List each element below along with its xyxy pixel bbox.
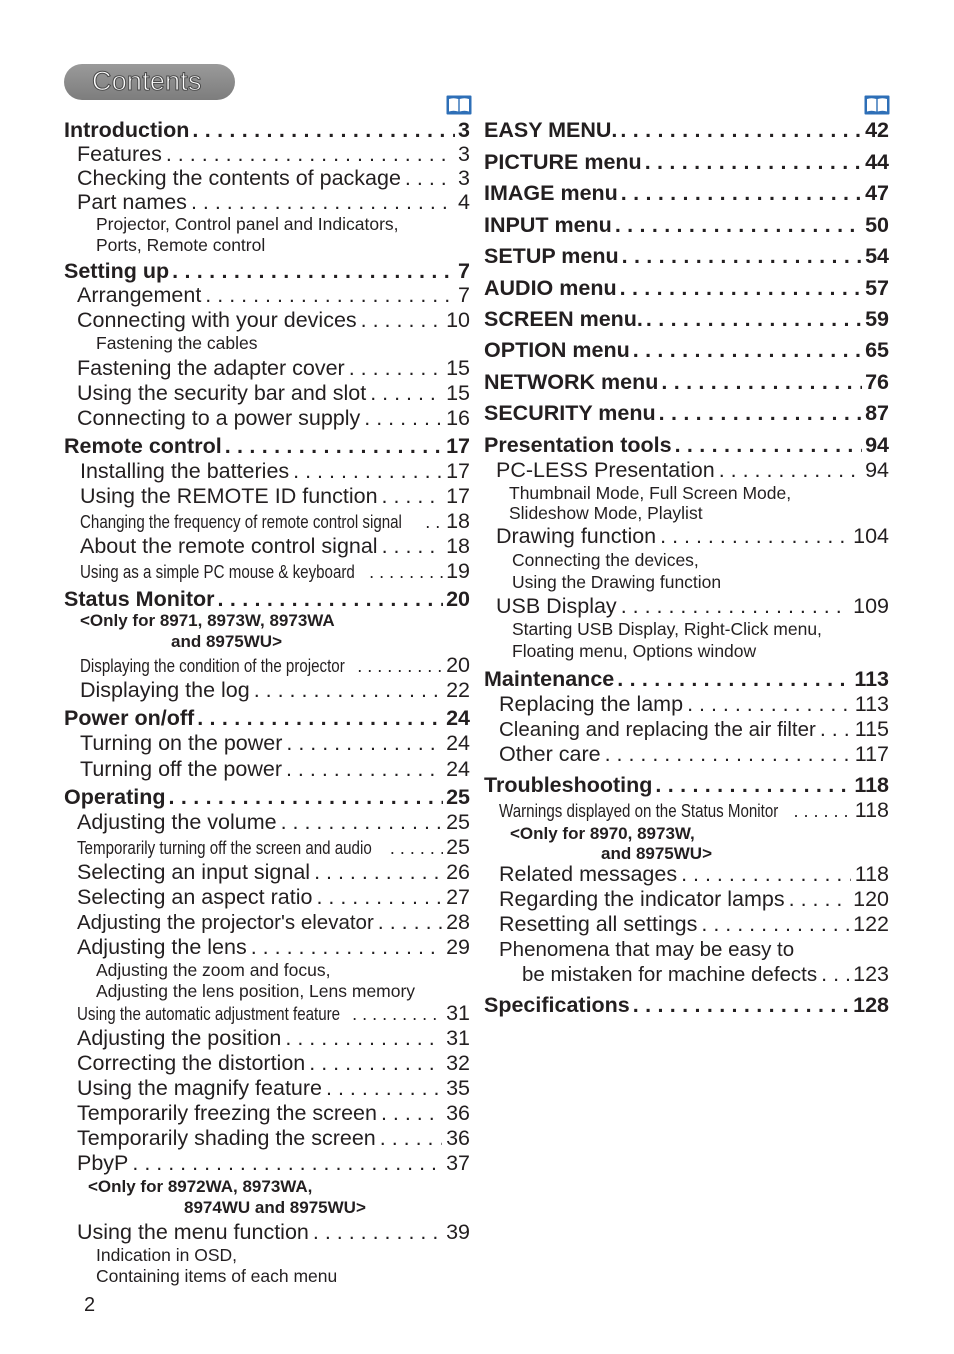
leader-dots bbox=[620, 117, 862, 143]
toc-entry[interactable] bbox=[80, 757, 470, 782]
leader-dots bbox=[197, 705, 443, 731]
toc-page-number: 15 bbox=[446, 381, 470, 405]
toc-entry[interactable] bbox=[77, 1126, 470, 1151]
leader-dots bbox=[352, 1003, 443, 1025]
toc-page-number: 94 bbox=[865, 433, 889, 457]
toc-subtopics: Floating menu, Options window bbox=[512, 641, 757, 661]
toc-entry-title: Selecting an aspect ratio bbox=[77, 885, 313, 909]
leader-dots bbox=[309, 1051, 442, 1076]
toc-page-number: 10 bbox=[446, 308, 470, 332]
toc-entry[interactable] bbox=[499, 912, 889, 937]
model-availability-note: <Only for 8971, 8973W, 8973WA bbox=[80, 611, 335, 630]
toc-entry-title: Turning on the power bbox=[80, 731, 283, 755]
toc-entry-title: Cleaning and replacing the air filter bbox=[499, 718, 816, 741]
toc-page-number: 59 bbox=[865, 307, 889, 331]
toc-page-number: 15 bbox=[446, 356, 470, 380]
toc-entry[interactable] bbox=[77, 1026, 470, 1051]
toc-entry-title: PC-LESS Presentation bbox=[496, 458, 715, 482]
toc-subtopics: Adjusting the zoom and focus, bbox=[96, 960, 331, 980]
toc-entry-title: Resetting all settings bbox=[499, 912, 698, 936]
toc-entry[interactable] bbox=[77, 810, 470, 835]
leader-dots bbox=[645, 149, 862, 175]
toc-entry[interactable] bbox=[80, 510, 470, 532]
toc-section[interactable] bbox=[484, 337, 889, 363]
page-number: 2 bbox=[84, 1294, 96, 1316]
toc-entry[interactable] bbox=[80, 731, 470, 756]
toc-section[interactable] bbox=[64, 586, 470, 612]
leader-dots bbox=[821, 962, 849, 987]
leader-dots bbox=[719, 458, 861, 483]
toc-section-title: Setting up bbox=[64, 259, 170, 283]
toc-page-number: 37 bbox=[446, 1151, 470, 1175]
toc-entry-title: Installing the batteries bbox=[80, 459, 290, 483]
leader-dots bbox=[132, 1151, 442, 1176]
toc-subtopics: Fastening the cables bbox=[96, 333, 258, 353]
toc-entry-title: Adjusting the projector's elevator bbox=[77, 911, 374, 934]
toc-entry[interactable] bbox=[77, 935, 470, 960]
leader-dots bbox=[313, 1220, 442, 1245]
toc-page-number: 109 bbox=[853, 594, 889, 618]
toc-section[interactable] bbox=[64, 117, 470, 143]
toc-entry[interactable] bbox=[499, 799, 889, 821]
toc-entry[interactable] bbox=[77, 356, 470, 381]
leader-dots bbox=[218, 586, 444, 612]
leader-dots bbox=[225, 433, 443, 459]
toc-section-title: EASY MENU. bbox=[484, 118, 618, 142]
leader-dots bbox=[285, 1026, 442, 1051]
toc-page-number: 36 bbox=[446, 1126, 470, 1150]
leader-dots bbox=[655, 772, 851, 798]
toc-page-number: 18 bbox=[446, 534, 470, 558]
toc-page-number: 32 bbox=[446, 1051, 470, 1075]
toc-section-title: NETWORK menu bbox=[484, 370, 659, 394]
leader-dots bbox=[293, 459, 442, 484]
toc-section-title: SETUP menu bbox=[484, 244, 619, 268]
toc-entry[interactable] bbox=[77, 308, 470, 333]
toc-subtopics: Adjusting the lens position, Lens memory bbox=[96, 981, 416, 1001]
toc-entry-title: Connecting with your devices bbox=[77, 308, 357, 332]
leader-dots bbox=[286, 757, 442, 782]
toc-entry[interactable] bbox=[80, 654, 470, 676]
toc-section[interactable] bbox=[484, 180, 889, 206]
leader-dots bbox=[794, 800, 852, 822]
toc-page-number: 24 bbox=[446, 706, 470, 730]
toc-entry-title: Using the menu function bbox=[77, 1220, 309, 1244]
toc-entry-title: Temporarily turning off the screen and audio bbox=[77, 838, 372, 858]
toc-entry[interactable] bbox=[499, 887, 889, 912]
toc-section-title: OPTION menu bbox=[484, 338, 630, 362]
model-availability-note: and 8975WU> bbox=[171, 632, 283, 651]
toc-section[interactable] bbox=[64, 433, 470, 459]
toc-section-title: Troubleshooting bbox=[484, 773, 653, 797]
toc-page-number: 44 bbox=[865, 150, 889, 174]
toc-section-title: Introduction bbox=[64, 118, 190, 142]
toc-entry[interactable] bbox=[77, 1002, 470, 1024]
toc-section-title: Presentation tools bbox=[484, 433, 672, 457]
leader-dots bbox=[378, 910, 442, 935]
leader-dots bbox=[381, 1101, 442, 1126]
toc-subtopics: Containing items of each menu bbox=[96, 1266, 338, 1286]
leader-dots bbox=[314, 860, 442, 885]
toc-page-number: 27 bbox=[446, 885, 470, 909]
toc-section-title: Remote control bbox=[64, 434, 222, 458]
toc-entry-title: Using as a simple PC mouse & keyboard bbox=[80, 562, 355, 582]
leader-dots bbox=[254, 678, 442, 703]
toc-section-title: Status Monitor bbox=[64, 587, 215, 611]
leader-dots bbox=[380, 1126, 442, 1151]
toc-entry-title: PbyP bbox=[77, 1151, 129, 1175]
leader-dots bbox=[660, 524, 849, 549]
leader-dots bbox=[605, 742, 851, 767]
toc-section-title: IMAGE menu bbox=[484, 181, 618, 205]
toc-subtopics: Indication in OSD, bbox=[96, 1245, 238, 1265]
toc-page-number: 50 bbox=[865, 213, 889, 237]
leader-dots bbox=[361, 308, 442, 333]
toc-page-number: 31 bbox=[446, 1026, 470, 1050]
leader-dots bbox=[191, 190, 454, 215]
leader-dots bbox=[681, 862, 851, 887]
toc-entry[interactable] bbox=[77, 190, 470, 215]
toc-entry-title: Features bbox=[77, 142, 162, 166]
toc-section[interactable] bbox=[484, 117, 889, 143]
leader-dots bbox=[701, 912, 849, 937]
toc-entry-title: About the remote control signal bbox=[80, 534, 378, 558]
leader-dots bbox=[405, 166, 454, 191]
leader-dots bbox=[326, 1076, 442, 1101]
leader-dots bbox=[633, 992, 850, 1018]
leader-dots bbox=[615, 212, 862, 238]
toc-page-number: 29 bbox=[446, 935, 470, 959]
toc-entry[interactable] bbox=[77, 406, 470, 431]
leader-dots bbox=[620, 275, 862, 301]
toc-page-number: 115 bbox=[854, 717, 889, 741]
model-availability-note: 8974WU and 8975WU> bbox=[184, 1198, 366, 1217]
toc-page-number: 122 bbox=[853, 912, 889, 936]
toc-entry[interactable] bbox=[77, 1076, 470, 1101]
toc-entry-title: Temporarily freezing the screen bbox=[77, 1101, 377, 1125]
toc-entry-title: Adjusting the lens bbox=[77, 935, 247, 959]
toc-entry[interactable] bbox=[77, 1151, 470, 1176]
toc-page-number: 7 bbox=[458, 283, 470, 307]
toc-section[interactable] bbox=[484, 306, 889, 332]
toc-entry-title: Selecting an input signal bbox=[77, 860, 311, 884]
toc-entry[interactable] bbox=[77, 166, 470, 191]
toc-section[interactable] bbox=[484, 992, 889, 1018]
toc-entry-title: Warnings displayed on the Status Monitor bbox=[499, 801, 779, 821]
book-reference-icon bbox=[446, 95, 472, 115]
toc-page-number: 17 bbox=[446, 484, 470, 508]
toc-page-number: 94 bbox=[865, 458, 889, 482]
toc-section-title: SCREEN menu. bbox=[484, 307, 643, 331]
leader-dots bbox=[369, 561, 443, 583]
toc-entry-title: Correcting the distortion bbox=[77, 1051, 306, 1075]
toc-page-number: 16 bbox=[446, 406, 470, 430]
toc-page-number: 31 bbox=[446, 1001, 470, 1025]
toc-entry-title: Regarding the indicator lamps bbox=[499, 887, 785, 911]
toc-page-number: 25 bbox=[446, 835, 470, 859]
leader-dots bbox=[166, 142, 454, 167]
toc-entry-title: Replacing the lamp bbox=[499, 692, 684, 716]
toc-entry[interactable] bbox=[496, 524, 889, 549]
leader-dots bbox=[687, 692, 851, 717]
toc-entry-title: Adjusting the volume bbox=[77, 810, 277, 834]
toc-page-number: 35 bbox=[446, 1076, 470, 1100]
leader-dots bbox=[621, 594, 849, 619]
toc-section-title: AUDIO menu bbox=[484, 276, 617, 300]
leader-dots bbox=[382, 534, 442, 559]
toc-entry-title: Using the magnify feature bbox=[77, 1076, 322, 1100]
toc-section[interactable] bbox=[64, 784, 470, 810]
toc-entry-title: Adjusting the position bbox=[77, 1026, 282, 1050]
leader-dots bbox=[205, 283, 454, 308]
book-reference-icon bbox=[864, 95, 890, 115]
toc-subtopics: Ports, Remote control bbox=[96, 235, 266, 255]
toc-entry-title: Related messages bbox=[499, 862, 678, 886]
toc-page-number: 42 bbox=[865, 118, 889, 142]
toc-entry-title: Phenomena that may be easy to bbox=[499, 938, 795, 961]
toc-page-number: 20 bbox=[446, 587, 470, 611]
toc-entry-title: Fastening the adapter cover bbox=[77, 356, 345, 380]
toc-entry-title: be mistaken for machine defects bbox=[522, 963, 818, 986]
toc-entry-title: Using the REMOTE ID function bbox=[80, 484, 378, 508]
leader-dots bbox=[251, 935, 442, 960]
toc-section[interactable] bbox=[484, 243, 889, 269]
toc-section[interactable] bbox=[484, 369, 889, 395]
leader-dots bbox=[661, 369, 862, 395]
toc-entry[interactable] bbox=[77, 283, 470, 308]
toc-entry-title: Part names bbox=[77, 190, 187, 214]
leader-dots bbox=[286, 731, 442, 756]
toc-page-number: 4 bbox=[458, 190, 470, 214]
toc-entry[interactable] bbox=[77, 1101, 470, 1126]
toc-entry-title: Other care bbox=[499, 742, 601, 766]
leader-dots bbox=[425, 511, 443, 533]
toc-subtopics: Slideshow Mode, Playlist bbox=[509, 503, 703, 523]
model-availability-note: <Only for 8972WA, 8973WA, bbox=[88, 1177, 313, 1196]
toc-entry-title: Using the security bar and slot bbox=[77, 381, 367, 405]
toc-section-title: Maintenance bbox=[484, 667, 615, 691]
toc-page-number: 19 bbox=[446, 559, 470, 583]
toc-entry[interactable] bbox=[80, 459, 470, 484]
toc-entry[interactable] bbox=[80, 560, 470, 582]
leader-dots bbox=[316, 885, 442, 910]
toc-page-number: 104 bbox=[853, 524, 889, 548]
toc-page-number: 7 bbox=[458, 259, 470, 283]
toc-entry[interactable] bbox=[499, 862, 889, 887]
toc-entry-title: Displaying the condition of the projector bbox=[80, 656, 345, 676]
toc-page-number: 120 bbox=[853, 887, 889, 911]
toc-page-number: 17 bbox=[446, 459, 470, 483]
toc-page-number: 3 bbox=[458, 142, 470, 166]
leader-dots bbox=[349, 356, 442, 381]
toc-page-number: 28 bbox=[446, 910, 470, 934]
toc-entry[interactable] bbox=[496, 458, 889, 483]
toc-page-number: 22 bbox=[446, 678, 470, 702]
toc-section-title: Operating bbox=[64, 785, 166, 809]
toc-entry[interactable] bbox=[80, 678, 470, 703]
leader-dots bbox=[169, 784, 444, 810]
leader-dots bbox=[281, 810, 442, 835]
toc-entry[interactable] bbox=[77, 860, 470, 885]
toc-page-number: 118 bbox=[854, 862, 889, 886]
toc-section-title: Power on/off bbox=[64, 706, 195, 730]
toc-page-number: 113 bbox=[854, 692, 889, 716]
toc-page-number: 20 bbox=[446, 653, 470, 677]
model-availability-note: and 8975WU> bbox=[601, 844, 713, 863]
leader-dots bbox=[646, 306, 862, 332]
toc-entry-title: Checking the contents of package bbox=[77, 166, 401, 190]
leader-dots bbox=[622, 243, 862, 269]
leader-dots bbox=[382, 484, 443, 509]
toc-subtopics: Starting USB Display, Right-Click menu, bbox=[512, 619, 822, 639]
toc-section-title: PICTURE menu bbox=[484, 150, 642, 174]
leader-dots bbox=[617, 666, 851, 692]
toc-entry[interactable] bbox=[496, 594, 889, 619]
toc-entry[interactable] bbox=[77, 885, 470, 910]
toc-section-title: INPUT menu bbox=[484, 213, 612, 237]
leader-dots bbox=[390, 837, 443, 859]
toc-section[interactable] bbox=[484, 666, 889, 692]
toc-entry[interactable] bbox=[77, 142, 470, 167]
toc-page-number: 118 bbox=[854, 798, 889, 822]
toc-page-number: 26 bbox=[446, 860, 470, 884]
toc-entry[interactable] bbox=[522, 962, 889, 987]
toc-page-number: 128 bbox=[853, 993, 889, 1017]
toc-page-number: 57 bbox=[865, 276, 889, 300]
toc-subtopics: Projector, Control panel and Indicators, bbox=[96, 214, 399, 234]
toc-section[interactable] bbox=[484, 400, 889, 426]
toc-entry[interactable] bbox=[499, 742, 889, 767]
toc-section-title: SECURITY menu bbox=[484, 401, 656, 425]
toc-page-number: 25 bbox=[446, 810, 470, 834]
toc-entry[interactable] bbox=[77, 1051, 470, 1076]
toc-page-number: 18 bbox=[446, 509, 470, 533]
toc-entry-title: Using the automatic adjustment feature bbox=[77, 1004, 341, 1024]
leader-dots bbox=[633, 337, 862, 363]
toc-page-number: 3 bbox=[458, 118, 470, 142]
toc-entry-title: Drawing function bbox=[496, 524, 657, 548]
toc-section[interactable] bbox=[64, 258, 470, 284]
toc-page-number: 65 bbox=[865, 338, 889, 362]
toc-page-number: 24 bbox=[446, 757, 470, 781]
toc-section[interactable] bbox=[484, 772, 889, 798]
toc-page-number: 123 bbox=[853, 962, 889, 986]
toc-entry[interactable] bbox=[77, 836, 470, 858]
toc-entry-title: Turning off the power bbox=[80, 757, 282, 781]
toc-page-number: 76 bbox=[865, 370, 889, 394]
toc-entry-title: Arrangement bbox=[77, 283, 202, 307]
toc-entry-title: USB Display bbox=[496, 594, 617, 618]
leader-dots bbox=[621, 180, 862, 206]
toc-page-number: 3 bbox=[458, 166, 470, 190]
leader-dots bbox=[357, 655, 443, 677]
leader-dots bbox=[172, 258, 455, 284]
toc-entry-title: Connecting to a power supply bbox=[77, 406, 361, 430]
toc-entry-title: Temporarily shading the screen bbox=[77, 1126, 376, 1150]
toc-page-number: 24 bbox=[446, 731, 470, 755]
toc-page-number: 36 bbox=[446, 1101, 470, 1125]
leader-dots bbox=[675, 432, 863, 458]
leader-dots bbox=[192, 117, 455, 143]
toc-section[interactable] bbox=[484, 212, 889, 238]
leader-dots bbox=[370, 381, 442, 406]
toc-entry[interactable] bbox=[77, 910, 470, 935]
toc-page-number: 87 bbox=[865, 401, 889, 425]
toc-entry[interactable] bbox=[499, 717, 889, 742]
leader-dots bbox=[820, 717, 851, 742]
toc-section[interactable] bbox=[484, 432, 889, 458]
toc-subtopics: Thumbnail Mode, Full Screen Mode, bbox=[509, 483, 792, 503]
toc-entry[interactable] bbox=[80, 484, 470, 509]
toc-subtopics: Using the Drawing function bbox=[512, 572, 722, 592]
toc-page-number: 17 bbox=[446, 434, 470, 458]
toc-page-number: 113 bbox=[854, 667, 889, 691]
toc-entry[interactable] bbox=[499, 692, 889, 717]
toc-section[interactable] bbox=[64, 705, 470, 731]
toc-subtopics: Connecting the devices, bbox=[512, 550, 699, 570]
toc-section[interactable] bbox=[484, 149, 889, 175]
toc-page-number: 25 bbox=[446, 785, 470, 809]
toc-page-number: 54 bbox=[865, 244, 889, 268]
toc-entry-title: Changing the frequency of remote control signal bbox=[80, 512, 402, 532]
toc-entry[interactable] bbox=[80, 534, 470, 559]
toc-entry[interactable] bbox=[77, 381, 470, 406]
contents-title: Contents bbox=[64, 64, 235, 100]
toc-page-number: 47 bbox=[865, 181, 889, 205]
toc-page-number: 39 bbox=[446, 1220, 470, 1244]
model-availability-note: <Only for 8970, 8973W, bbox=[510, 824, 695, 843]
toc-page-number: 118 bbox=[854, 773, 889, 797]
toc-section-title: Specifications bbox=[484, 993, 630, 1017]
leader-dots bbox=[659, 400, 862, 426]
toc-page-number: 117 bbox=[854, 742, 889, 766]
toc-entry[interactable] bbox=[77, 1220, 470, 1245]
toc-section[interactable] bbox=[484, 275, 889, 301]
toc-entry-title: Displaying the log bbox=[80, 678, 250, 702]
leader-dots bbox=[789, 887, 849, 912]
leader-dots bbox=[364, 406, 442, 431]
